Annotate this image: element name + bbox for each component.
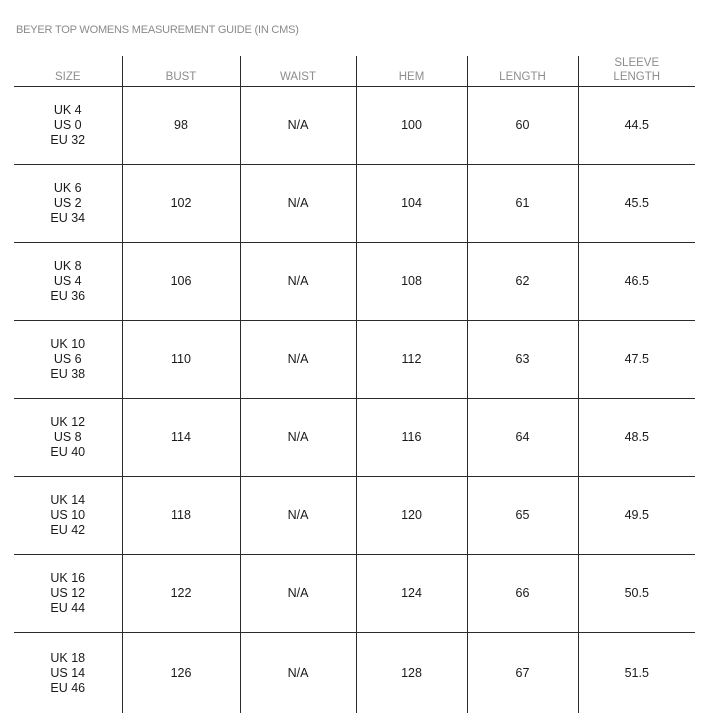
hem-cell: 108 (356, 243, 467, 321)
size-eu-label: EU 40 (50, 445, 86, 459)
size-eu-label: EU 42 (50, 523, 86, 537)
size-us-label: US 8 (53, 430, 82, 444)
column-header-hem: HEM (356, 56, 467, 87)
waist-cell: N/A (240, 477, 356, 555)
size-uk-label: UK 4 (53, 103, 82, 117)
waist-cell: N/A (240, 633, 356, 714)
bust-cell: 110 (122, 321, 240, 399)
size-us-label: US 10 (50, 508, 86, 522)
table-row (14, 321, 695, 399)
size-us-label: US 6 (53, 352, 82, 366)
size-eu-label: EU 44 (50, 601, 86, 615)
waist-cell: N/A (240, 87, 356, 165)
length-cell: 60 (467, 87, 578, 165)
sleeve-length-cell: 47.5 (578, 321, 695, 399)
size-uk-label: UK 18 (50, 650, 86, 665)
waist-cell: N/A (240, 165, 356, 243)
size-us-label: US 12 (50, 586, 86, 600)
page-title: BEYER TOP WOMENS MEASUREMENT GUIDE (IN CMS) (16, 24, 299, 36)
size-eu-label: EU 36 (50, 289, 86, 303)
size-eu-label: EU 34 (50, 211, 86, 225)
size-cell (14, 477, 122, 555)
hem-cell: 124 (356, 555, 467, 633)
hem-cell: 112 (356, 321, 467, 399)
size-eu-label: EU 38 (50, 367, 86, 381)
column-header-waist: WAIST (240, 56, 356, 87)
sleeve-length-cell: 51.5 (578, 633, 695, 714)
size-cell (14, 321, 122, 399)
table-header (14, 56, 695, 87)
size-eu-label: EU 46 (50, 680, 86, 695)
bust-cell: 126 (122, 633, 240, 714)
size-us-label: US 0 (53, 118, 82, 132)
waist-cell: N/A (240, 243, 356, 321)
size-cell (14, 633, 122, 714)
size-us-label: US 2 (53, 196, 82, 210)
size-uk-label: UK 14 (50, 493, 86, 507)
bust-cell: 102 (122, 165, 240, 243)
sleeve-length-cell: 48.5 (578, 399, 695, 477)
waist-cell: N/A (240, 555, 356, 633)
size-us-label: US 14 (50, 665, 86, 680)
table-row (14, 165, 695, 243)
table-body (14, 87, 695, 714)
length-cell: 63 (467, 321, 578, 399)
hem-cell: 120 (356, 477, 467, 555)
table-row (14, 477, 695, 555)
hem-cell: 104 (356, 165, 467, 243)
length-cell: 64 (467, 399, 578, 477)
hem-cell: 100 (356, 87, 467, 165)
table-row (14, 87, 695, 165)
size-cell (14, 243, 122, 321)
length-cell: 62 (467, 243, 578, 321)
size-uk-label: UK 8 (53, 259, 82, 273)
column-header-size: SIZE (14, 56, 122, 87)
table-row (14, 399, 695, 477)
hem-cell: 128 (356, 633, 467, 714)
hem-cell: 116 (356, 399, 467, 477)
bust-cell: 106 (122, 243, 240, 321)
measurement-table (14, 56, 695, 713)
waist-cell: N/A (240, 321, 356, 399)
table-row (14, 633, 695, 714)
size-eu-label: EU 32 (50, 133, 86, 147)
length-cell: 66 (467, 555, 578, 633)
sleeve-length-cell: 49.5 (578, 477, 695, 555)
table-row (14, 555, 695, 633)
size-uk-label: UK 6 (53, 181, 82, 195)
column-header-sleeve-line-2: LENGTH (613, 71, 661, 83)
bust-cell: 114 (122, 399, 240, 477)
bust-cell: 122 (122, 555, 240, 633)
sleeve-length-cell: 50.5 (578, 555, 695, 633)
column-header-sleeve-length (578, 56, 695, 87)
sleeve-length-cell: 46.5 (578, 243, 695, 321)
column-header-length: LENGTH (467, 56, 578, 87)
size-cell (14, 87, 122, 165)
length-cell: 67 (467, 633, 578, 714)
column-header-bust: BUST (122, 56, 240, 87)
length-cell: 61 (467, 165, 578, 243)
size-uk-label: UK 16 (50, 571, 86, 585)
size-cell (14, 555, 122, 633)
size-uk-label: UK 10 (50, 337, 86, 351)
length-cell: 65 (467, 477, 578, 555)
size-uk-label: UK 12 (50, 415, 86, 429)
size-cell (14, 399, 122, 477)
sleeve-length-cell: 45.5 (578, 165, 695, 243)
sleeve-length-cell: 44.5 (578, 87, 695, 165)
size-cell (14, 165, 122, 243)
waist-cell: N/A (240, 399, 356, 477)
bust-cell: 98 (122, 87, 240, 165)
header-row (14, 56, 695, 87)
size-us-label: US 4 (53, 274, 82, 288)
table-row (14, 243, 695, 321)
column-header-sleeve-line-1: SLEEVE (614, 57, 660, 69)
bust-cell: 118 (122, 477, 240, 555)
